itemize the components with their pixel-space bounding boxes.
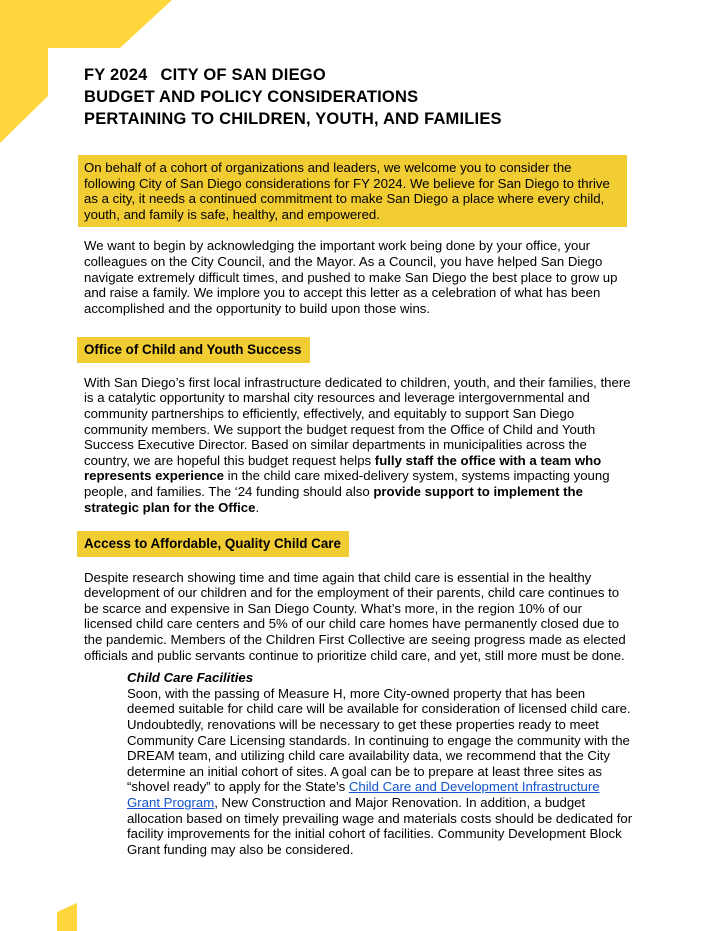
bold-text-run: provide support to implement the strategic plan for the Office — [84, 484, 583, 515]
section-heading-access-to-child-care — [84, 531, 633, 557]
intro-highlight-paragraph: On behalf of a cohort of organizations and leaders, we welcome you to consider the following City of San Diego considerations for FY 2024. We believe for San Diego to thrive as a city, it needs a continued commitment to make San Diego a place where every child, youth, and family is safe, healthy, and empowered. — [78, 155, 627, 227]
text-run: , New Construction and Major Renovation. In addition, a budget allocation based on timely prevailing wage and materials costs should be dedicated for facility improvements for the initial cohort of facilities. Community Development Block Grant funding may also be considered. — [127, 795, 633, 857]
acknowledgement-paragraph: We want to begin by acknowledging the important work being done by your office, your colleagues on the City Council, and the Mayor. As a Council, you have helped San Diego navigate extremely difficult times, and pushed to make San Diego the best place to grow up and raise a family. We implore you to accept this letter as a celebration of what has been accomplished and the opportunity to build upon those wins. — [84, 238, 618, 316]
document-content — [84, 64, 633, 857]
office-success-paragraph — [84, 375, 633, 515]
text-run: Soon, with the passing of Measure H, more City-owned property that has been deemed suitable for child care will be available for consideration of licensed child care. Undoubtedly, renovations will be necessary to get these properties ready to meet Community Care Licensing standards. In continuing to engage the community with the DREAM team, and utilizing child care availability data, we recommend that the City determine an initial cohort of sites. A goal can be to prepare at least three sites as “shovel ready” to apply for the State’s — [127, 685, 631, 795]
child-care-paragraph: Despite research showing time and time again that child care is essential in the healthy development of our children and for the employment of their parents, child care continues to be scarce and expensive in San Diego County. What’s more, in the region 10% of our licensed child care centers and 5% of our child care homes have permanently closed due to the pandemic. Members of the Children First Collective are seeing progress made as elected officials and public servants continue to prioritize child care, and yet, still more must be done. — [84, 569, 626, 663]
title-city: CITY OF SAN DIEGO — [160, 66, 326, 84]
title-fiscal-year: FY 2024 — [84, 66, 148, 84]
text-run: With San Diego’s first local infrastructure dedicated to children, youth, and their families, there is a catalytic opportunity to marshal city resources and leverage intergovernmental and community partnerships to efficiently, effectively, and equitably to support San Diego community members. We support the budget request from the Office of Child and Youth Success Executive Director. Based on similar departments in municipalities across the country, we are hopeful this budget request helps — [84, 374, 631, 468]
bottom-accent-shape — [57, 903, 77, 931]
section-heading-office-of-child-and-youth-success — [84, 337, 633, 363]
child-care-facilities-paragraph — [127, 686, 633, 858]
child-care-facilities-subsection — [127, 670, 633, 857]
section-heading-label: Access to Affordable, Quality Child Care — [77, 531, 349, 557]
text-run: in the child care mixed-delivery system, systems impacting young people, and families. The ‘24 funding should also — [84, 468, 610, 499]
text-run: . — [255, 499, 260, 515]
child-care-grant-program-link[interactable]: Child Care and Development Infrastructure Grant Program — [127, 779, 600, 810]
title-line-2: BUDGET AND POLICY CONSIDERATIONS — [84, 88, 419, 106]
title-line-1 — [84, 64, 633, 86]
bold-text-run: fully staff the office with a team who represents experience — [84, 452, 602, 484]
document-title — [84, 64, 633, 130]
subsection-heading: Child Care Facilities — [127, 670, 254, 686]
title-line-3: PERTAINING TO CHILDREN, YOUTH, AND FAMILIES — [84, 110, 502, 128]
section-heading-label: Office of Child and Youth Success — [77, 337, 310, 363]
